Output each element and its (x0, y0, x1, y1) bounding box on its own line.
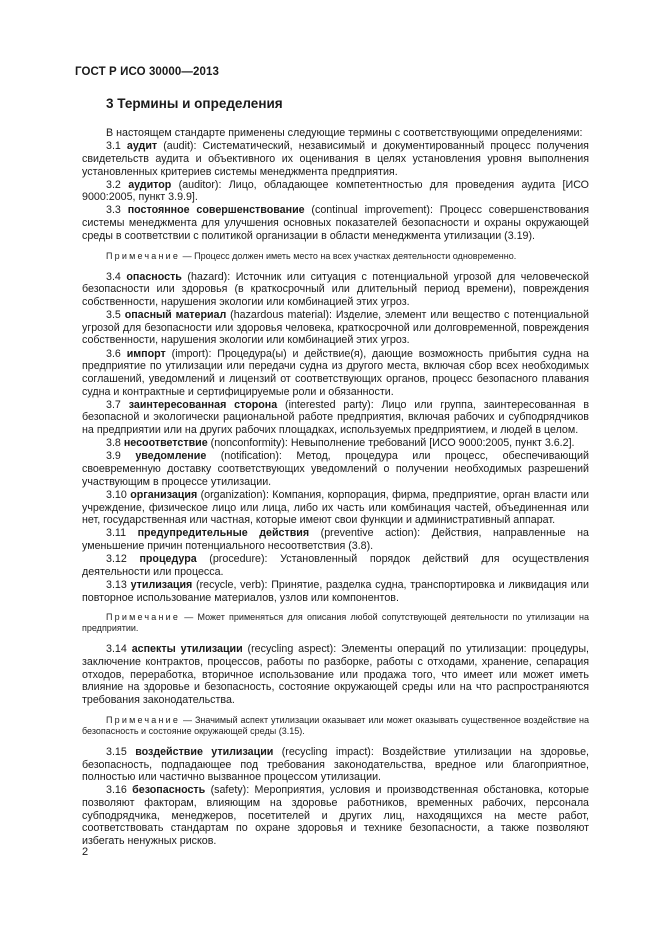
section-title: 3 Термины и определения (106, 96, 283, 111)
term-definition: (notification): Метод, процедура или процесс, обеспечивающий своевременную доставку соответствующих уведомлений о получении необходимых разрешений участвующим в процессе утилизации. (82, 450, 589, 488)
note (82, 612, 589, 634)
term-definition: (audit): Систематический, независимый и документированный процесс получения свидетельств аудита и объективного их оценивания в целях установления уровня выполнения установленных критериев системы менеджмента предприятия. (82, 140, 589, 178)
term-name: опасный материал (124, 309, 227, 321)
term-name: импорт (126, 347, 166, 360)
term-list (82, 140, 589, 848)
intro-paragraph: В настоящем стандарте применены следующие термины с соответствующими определениями: (106, 127, 583, 139)
term-entry (82, 179, 589, 204)
term-entry (82, 643, 589, 707)
note-separator: — (180, 250, 195, 261)
term-definition: (organization): Компания, корпорация, фирма, предприятие, орган власти или учреждение, физическое лицо или лица, либо их часть или комбинация частей, объединенная или нет, государственная или частная, которые имеют свои функции и административный аппарат. (82, 488, 589, 527)
term-definition: (procedure): Установленный порядок действий для осуществления деятельности или процесса. (82, 553, 589, 578)
term-entry (82, 437, 589, 450)
term-name: аудитор (128, 178, 172, 191)
note-text: Процесс должен иметь место на всех участках деятельности одновременно. (194, 250, 517, 261)
term-number: 3.7 (106, 398, 121, 411)
term-name: аспекты утилизации (131, 643, 243, 656)
term-definition: (recycling impact): Воздействие утилизации на здоровье, безопасность, подпадающее под требования законодательства, вредное или благоприятное, полностью или частично вызванное процессом утилизации. (82, 745, 589, 784)
term-name: организация (130, 488, 198, 501)
term-definition: (hazardous material): Изделие, элемент или вещество с потенциальной угрозой для безопасности или здоровья человека, краткосрочной или долговременной, повреждения собственности, нарушения экологии или комбинацией этих угроз. (82, 309, 589, 347)
term-number: 3.1 (106, 140, 121, 153)
term-number: 3.15 (106, 745, 127, 758)
note-text: Значимый аспект утилизации оказывает или может оказывать существенное воздействие на безопасность и состояние окружающей среды (3.15). (82, 714, 589, 736)
term-name: безопасность (132, 784, 206, 797)
term-number: 3.2 (106, 178, 121, 191)
term-number: 3.8 (106, 437, 121, 450)
term-name: предупредительные действия (137, 527, 310, 540)
term-definition: (import): Процедура(ы) и действие(я), дающие возможность прибытия судна на предприятие по утилизации или передачи судна из другого места, включая сбор всех необходимых соглашений, уведомлений и лицензий от соответствующих органов, процесс безопасного плавания судна и контрактные и сертифицируемые роли и обязанности. (82, 347, 589, 398)
term-entry (82, 204, 589, 242)
term-entry (82, 450, 589, 488)
term-definition: (recycle, verb): Принятие, разделка судна, транспортировка и ликвидация или повторное использование материалов, узлов или компонентов. (82, 578, 589, 604)
term-number: 3.12 (106, 553, 127, 566)
term-entry (82, 527, 589, 552)
page-number: 2 (82, 846, 89, 858)
term-entry (82, 140, 589, 178)
term-number: 3.16 (106, 784, 127, 797)
term-number: 3.9 (106, 450, 121, 463)
term-name: процедура (139, 553, 197, 566)
term-entry (82, 271, 589, 309)
term-number: 3.6 (106, 347, 121, 360)
term-name: заинтересованная сторона (128, 398, 278, 411)
term-number: 3.3 (106, 204, 121, 217)
term-definition: (hazard): Источник или ситуация с потенциальной угрозой для человеческой безопасности или здоровья (в краткосрочный или длительный период времени), повреждения собственности, нарушения экологии или комбинацией этих угроз. (82, 270, 589, 308)
term-name: опасность (126, 270, 182, 283)
term-definition: (nonconformity): Невыполнение требований [ИСО 9000:2005, пункт 3.6.2]. (207, 437, 575, 450)
term-number: 3.5 (106, 309, 121, 321)
term-entry (82, 579, 589, 604)
term-number: 3.4 (106, 270, 121, 283)
term-name: несоответствие (123, 437, 208, 450)
term-entry (82, 784, 589, 848)
term-definition: (safety): Мероприятия, условия и производственная обстановка, которые позволяют факторам, влияющим на здоровье работников, временных рабочих, персонала субподрядчика, менеджеров, посетителей и других лиц, находящихся на месте работ, соответствовать стандартам по охране здоровья и технике безопасности, а также позволяют избегать ненужных рисков. (82, 784, 589, 848)
note (82, 251, 589, 262)
term-entry (82, 746, 589, 784)
term-definition: (auditor): Лицо, обладающее компетентностью для проведения аудита [ИСО 9000:2005, пункт 3.9.9]. (82, 178, 589, 204)
term-entry (82, 553, 589, 578)
note (82, 715, 589, 737)
note-label: Примечание (106, 714, 181, 725)
note-label: Примечание (106, 250, 181, 261)
term-number: 3.11 (106, 527, 127, 540)
document-body (82, 127, 589, 848)
term-name: постоянное совершенствование (127, 204, 305, 217)
note-separator: — (180, 612, 198, 623)
term-number: 3.14 (106, 643, 127, 656)
term-number: 3.13 (106, 578, 127, 591)
term-definition: (recycling aspect): Элементы операций по утилизации: процедуры, заключение контрактов, процессов, работы по разборке, работы с отходами, хранение, сепарация отходов, переработка, вторичное использование или продажа того, что имеет или может иметь влияние на здоровье и безопасность, состояние окружающей среды или на что распространяются требования законодательства. (82, 643, 589, 707)
term-name: аудит (126, 140, 158, 153)
term-definition: (interested party): Лицо или группа, заинтересованная в безопасной и экологически рациональной работе предприятия, включая рабочих и субподрядчиков на предприятии или на других рабочих площадках, используемых предприятием, и людей в целом. (82, 398, 590, 437)
note-separator: — (180, 714, 195, 725)
note-label: Примечание (106, 612, 181, 623)
note-text: Может применяться для описания любой сопутствующей деятельности по утилизации на предприятии. (82, 612, 589, 634)
term-entry (82, 309, 589, 347)
document-header: ГОСТ Р ИСО 30000—2013 (75, 66, 220, 78)
term-definition: (continual improvement): Процесс совершенствования системы менеджмента для улучшения основных показателей безопасности и охраны окружающей среды в соответствии с политикой организации в области менеджмента утилизации (3.19). (82, 204, 589, 242)
term-entry (82, 399, 589, 437)
term-number: 3.10 (106, 488, 127, 501)
term-definition: (preventive action): Действия, направленные на уменьшение причин потенциального несоответствия (3.8). (82, 527, 589, 552)
term-entry (82, 348, 589, 399)
term-entry (82, 489, 589, 527)
term-name: утилизация (130, 578, 193, 591)
term-name: воздействие утилизации (135, 745, 274, 758)
term-name: уведомление (135, 450, 207, 463)
